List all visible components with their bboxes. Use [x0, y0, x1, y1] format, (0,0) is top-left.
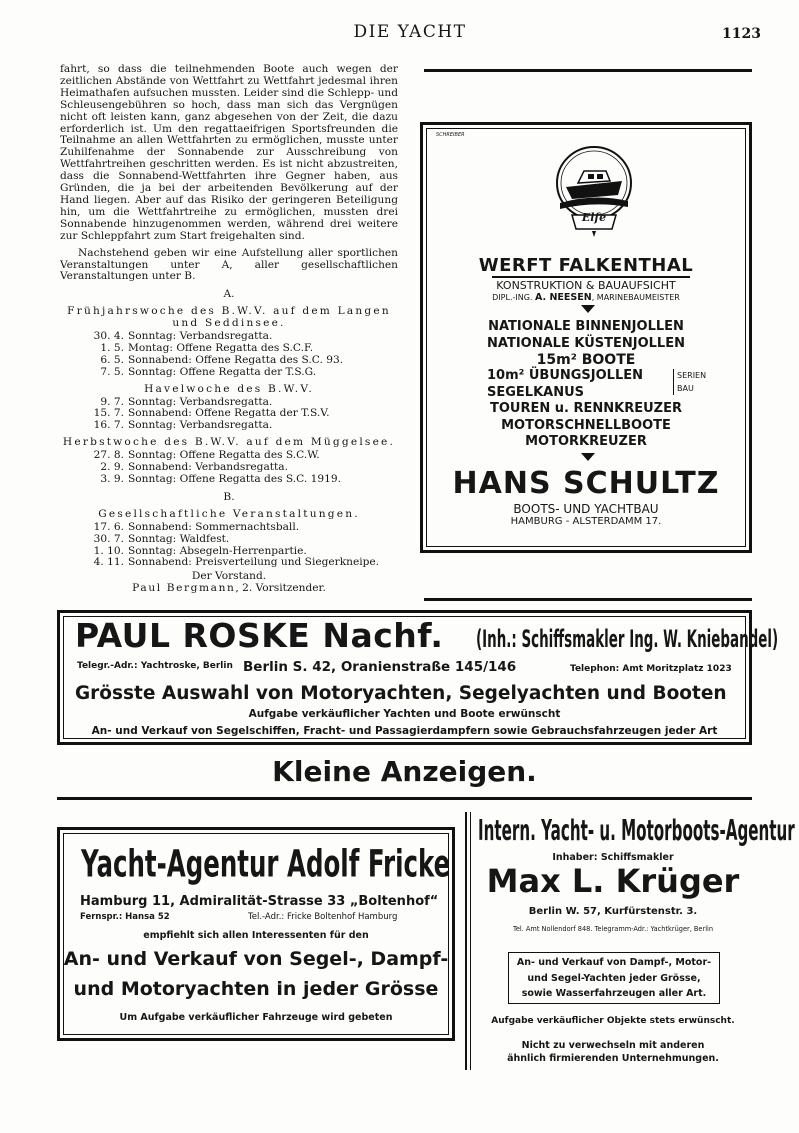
event-date: 9. 7. [100, 395, 124, 408]
roske-address: Berlin S. 42, Oranienstraße 145/146 [243, 659, 517, 675]
event-date: 1. 10. [93, 544, 124, 557]
falkenthal-konstruktion: KONSTRUKTION & BAUAUFSICHT [496, 279, 676, 292]
krueger-warning: Nicht zu verwechseln mit anderen ähnlich firmierenden Unternehmungen. [507, 1040, 719, 1064]
event-text: Sonnabend: Verbandsregatta. [128, 461, 288, 474]
event-date: 2. 9. [100, 461, 124, 474]
event-date: 4. 11. [93, 556, 124, 569]
event-date: 3. 9. [100, 473, 124, 485]
fricke-big2: und Motoryachten in jeder Grösse [73, 978, 439, 1000]
krueger-line1: Aufgabe verkäuflicher Objekte stets erwünscht. [491, 1016, 735, 1026]
signature-role: , 2. Vorsitzender. [235, 582, 326, 595]
article-paragraph-2: Nachstehend geben wir eine Aufstellung aller sportlichen Veranstaltungen unter A, aller gesellschaftlichen Veranstaltungen unter B. [60, 246, 398, 283]
roske-telephone: Telephon: Amt Moritzplatz 1023 [570, 664, 732, 674]
hans-schultz-name: HANS SCHULTZ [452, 466, 720, 501]
event-text: Sonntag: Offene Regatta des S.C.W. [128, 449, 320, 462]
artist-signature: SCHREIBER [436, 132, 465, 138]
group2-event [60, 420, 398, 432]
signature-line [60, 583, 398, 595]
krueger-left-rule [465, 812, 467, 1070]
section-b-label: B. [223, 490, 235, 503]
group4-event [60, 534, 398, 546]
fricke-title: Yacht-Agentur Adolf Fricke [81, 843, 451, 887]
falkenthal-items-2: TOUREN u. RENNKREUZER MOTORSCHNELLBOOTE MOTORKREUZER [490, 401, 682, 449]
emblem-label: Elfe [581, 211, 607, 224]
group3-list [60, 450, 398, 486]
event-text: Sonntag: Verbandsregatta. [128, 395, 273, 408]
group1-list [60, 331, 398, 379]
event-date: 1. 5. [100, 341, 124, 354]
kleine-anzeigen-heading: Kleine Anzeigen. [272, 755, 537, 788]
event-date: 17. 6. [93, 520, 124, 533]
krueger-tel: Tel. Amt Nollendorf 848. Telegramm-Adr.: Yachtkrüger, Berlin [512, 925, 714, 933]
group3-title: Herbstwoche des B.W.V. auf dem Müggelsee. [62, 436, 396, 449]
article-column [60, 64, 398, 595]
falkenthal-serienbau: SERIEN BAU [673, 369, 706, 395]
group4-event [60, 522, 398, 534]
krueger-name: Max L. Krüger [486, 862, 740, 900]
event-date: 7. 5. [100, 365, 124, 378]
rule-kleine-anzeigen [57, 797, 752, 800]
group4-list [60, 522, 398, 570]
event-text: Sonntag: Absegeln-Herrenpartie. [128, 544, 307, 557]
krueger-owner: Inhaber: Schiffsmakler [552, 852, 674, 863]
event-text: Sonntag: Offene Regatta des S.C. 1919. [128, 473, 341, 485]
roske-slogan: Grösste Auswahl von Motoryachten, Segelyachten und Booten [75, 683, 727, 704]
signature-board: Der Vorstand. [191, 570, 267, 583]
group4-event [60, 557, 398, 569]
event-date: 16. 7. [93, 419, 124, 432]
krueger-left-rule-2 [470, 812, 471, 1070]
krueger-agency: Intern. Yacht- u. Motorboots-Agentur [478, 815, 795, 848]
article-paragraph-1: fahrt, so dass die teilnehmenden Boote auch wegen der zeitlichen Abstände von Wettfahrt zu Wettfahrt jedesmal ihren Heimathafen aufsuchen mussten. Leider sind die Schlepp- und Schleusengebühren so hoch, dass man sich das Vergnügen nicht oft leisten kann, ganz abgesehen von der Zeit, die dazu erforderlich ist. Um den regattaeifrigen Sportsfreunden die Teilnahme an allen Wettfahrten zu ermöglichen, musste unter Zuhilfenahme der Sonnabende zur Ausschreibung von Wettfahrtreihen geschritten werden. Es ist nicht abzustreiten, dass die Sonnabend-Wettfahrten ihre Gegner haben, aus Gründen, die ja bei der arbeitenden Bevölkerung auf der Hand liegen. Aber auf das Risiko der geringeren Beteiligung hin, um die Wettfahrtreihe zu ermöglichen, mussten drei Sonnabende hinzugenommen werden, während drei weitere zur Schleppfahrt zum Start freigehalten sind. [60, 63, 398, 242]
event-text: Montag: Offene Regatta des S.C.F. [128, 341, 314, 354]
fricke-footer: Um Aufgabe verkäuflicher Fahrzeuge wird gebeten [119, 1012, 393, 1023]
fricke-big1: An- und Verkauf von Segel-, Dampf- [63, 948, 449, 970]
event-date: 27. 8. [93, 449, 124, 462]
event-text: Sonnabend: Offene Regatta des S.C. 93. [128, 353, 344, 366]
roske-telegr: Telegr.-Adr.: Yachtroske, Berlin [77, 661, 233, 671]
hans-schultz-sub2: HAMBURG - ALSTERDAMM 17. [510, 516, 662, 527]
chevron-down-icon-2 [580, 452, 596, 462]
group1-event [60, 367, 398, 379]
group1-event [60, 355, 398, 367]
event-text: Sonntag: Verbandsregatta. [128, 419, 273, 432]
fricke-teladr: Tel.-Adr.: Fricke Boltenhof Hamburg [248, 912, 398, 922]
running-head: DIE YACHT [353, 22, 467, 42]
roske-line2: An- und Verkauf von Segelschiffen, Fracht- und Passagierdampfern sowie Gebrauchsfahrzeugen jeder Art [91, 725, 718, 737]
chevron-down-icon [580, 304, 596, 314]
event-date: 6. 5. [100, 353, 124, 366]
hans-schultz-sub1: BOOTS- UND YACHTBAU [513, 502, 659, 516]
rule-top-right [424, 69, 752, 72]
roske-owner: (Inh.: Schiffsmakler Ing. W. Kniebandel) [476, 625, 779, 653]
roske-line1: Aufgabe verkäuflicher Yachten und Boote erwünscht [248, 708, 561, 720]
fricke-recommend: empfiehlt sich allen Interessenten für den [143, 930, 369, 941]
group2-title: Havelwoche des B.W.V. [144, 382, 314, 395]
event-date: 30. 7. [93, 532, 124, 545]
event-text: Sonnabend: Preisverteilung und Siegerkneipe. [128, 556, 380, 569]
section-a-label: A. [223, 288, 235, 301]
signature-name: Paul Bergmann [132, 582, 236, 595]
event-text: Sonnabend: Sommernachtsball. [128, 520, 300, 533]
page-number: 1123 [722, 26, 761, 42]
krueger-box-text: An- und Verkauf von Dampf-, Motor- und Segel-Yachten jeder Grösse, sowie Wasserfahrzeugen aller Art. [516, 957, 712, 999]
group2-list [60, 397, 398, 433]
group4-title: Gesellschaftliche Veranstaltungen. [98, 507, 360, 520]
fricke-fernspr: Fernspr.: Hansa 52 [80, 912, 170, 922]
event-text: Sonntag: Verbandsregatta. [128, 330, 273, 343]
group3-event [60, 474, 398, 486]
falkenthal-title-underline [492, 276, 690, 278]
event-text: Sonnabend: Offene Regatta der T.S.V. [128, 407, 330, 420]
event-date: 15. 7. [93, 407, 124, 420]
event-text: Sonntag: Waldfest. [128, 532, 230, 545]
roske-name: PAUL ROSKE Nachf. [75, 616, 444, 655]
falkenthal-title: WERFT FALKENTHAL [478, 255, 694, 276]
rule-mid-right [424, 598, 752, 601]
falkenthal-serien-items: 10m² ÜBUNGSJOLLEN SEGELKANUS [487, 368, 644, 400]
group1-title: Frühjahrswoche des B.W.V. auf dem Langen und Seddinsee. [67, 305, 391, 330]
falkenthal-engineer: DIPL.-ING. A. NEESEN, MARINEBAUMEISTER [492, 292, 680, 303]
event-text: Sonntag: Offene Regatta der T.S.G. [128, 365, 317, 378]
fricke-address: Hamburg 11, Admiralität-Strasse 33 „Boltenhof“ [80, 894, 439, 909]
krueger-address: Berlin W. 57, Kurfürstenstr. 3. [528, 906, 698, 917]
event-date: 30. 4. [93, 330, 124, 343]
yacht-emblem-icon [548, 143, 640, 243]
falkenthal-items: NATIONALE BINNENJOLLEN NATIONALE KÜSTENJOLLEN 15m² BOOTE [487, 319, 685, 368]
